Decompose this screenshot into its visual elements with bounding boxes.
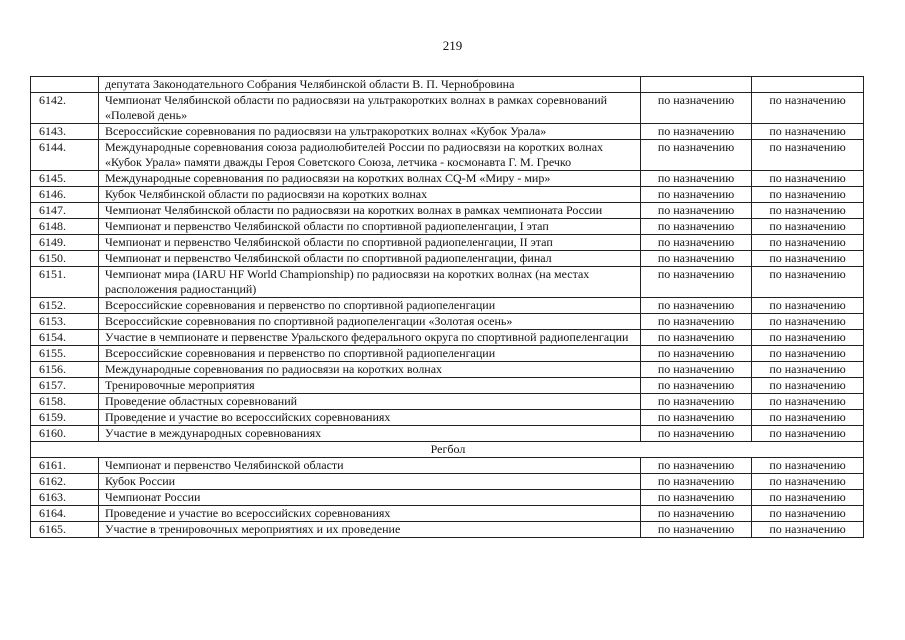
row-number: 6143. bbox=[31, 124, 99, 140]
funding-value-2: по назначению bbox=[752, 362, 864, 378]
table-row bbox=[31, 93, 864, 124]
event-name: Чемпионат и первенство Челябинской области по спортивной радиопеленгации, II этап bbox=[99, 235, 641, 251]
funding-value-1: по назначению bbox=[641, 219, 752, 235]
funding-value-1: по назначению bbox=[641, 330, 752, 346]
row-number: 6151. bbox=[31, 267, 99, 298]
funding-value-2: по назначению bbox=[752, 251, 864, 267]
row-number: 6149. bbox=[31, 235, 99, 251]
table-row bbox=[31, 490, 864, 506]
funding-value-2: по назначению bbox=[752, 314, 864, 330]
table-row bbox=[31, 410, 864, 426]
table-row bbox=[31, 362, 864, 378]
funding-value-2: по назначению bbox=[752, 140, 864, 171]
row-number: 6153. bbox=[31, 314, 99, 330]
funding-value-1: по назначению bbox=[641, 267, 752, 298]
table-row bbox=[31, 203, 864, 219]
funding-value-2: по назначению bbox=[752, 346, 864, 362]
funding-value-1: по назначению bbox=[641, 506, 752, 522]
funding-value-1: по назначению bbox=[641, 251, 752, 267]
funding-value-2: по назначению bbox=[752, 187, 864, 203]
table-row bbox=[31, 474, 864, 490]
table-row bbox=[31, 235, 864, 251]
row-number: 6146. bbox=[31, 187, 99, 203]
funding-value-1: по назначению bbox=[641, 458, 752, 474]
funding-value-1: по назначению bbox=[641, 378, 752, 394]
funding-value-2: по назначению bbox=[752, 506, 864, 522]
event-name: Международные соревнования по радиосвязи на коротких волнах CQ-M «Миру - мир» bbox=[99, 171, 641, 187]
table-row bbox=[31, 394, 864, 410]
event-name: Чемпионат и первенство Челябинской области по спортивной радиопеленгации, I этап bbox=[99, 219, 641, 235]
row-number: 6150. bbox=[31, 251, 99, 267]
table-row bbox=[31, 330, 864, 346]
funding-value-1: по назначению bbox=[641, 490, 752, 506]
events-table-body bbox=[31, 77, 864, 538]
row-number: 6142. bbox=[31, 93, 99, 124]
funding-value-1: по назначению bbox=[641, 203, 752, 219]
event-name: Всероссийские соревнования по радиосвязи на ультракоротких волнах «Кубок Урала» bbox=[99, 124, 641, 140]
table-row bbox=[31, 77, 864, 93]
table-row bbox=[31, 426, 864, 442]
event-name: Чемпионат и первенство Челябинской области по спортивной радиопеленгации, финал bbox=[99, 251, 641, 267]
funding-value-2: по назначению bbox=[752, 522, 864, 538]
funding-value-1: по назначению bbox=[641, 426, 752, 442]
event-name: Всероссийские соревнования и первенство по спортивной радиопеленгации bbox=[99, 298, 641, 314]
event-name: Всероссийские соревнования по спортивной радиопеленгации «Золотая осень» bbox=[99, 314, 641, 330]
funding-value-1: по назначению bbox=[641, 235, 752, 251]
event-name: Чемпионат Челябинской области по радиосвязи на ультракоротких волнах в рамках соревнований «Полевой день» bbox=[99, 93, 641, 124]
funding-value-2: по назначению bbox=[752, 124, 864, 140]
funding-value-2: по назначению bbox=[752, 474, 864, 490]
funding-value-2: по назначению bbox=[752, 171, 864, 187]
event-name: Участие в тренировочных мероприятиях и их проведение bbox=[99, 522, 641, 538]
event-name: Тренировочные мероприятия bbox=[99, 378, 641, 394]
funding-value-1: по назначению bbox=[641, 474, 752, 490]
funding-value-1: по назначению bbox=[641, 298, 752, 314]
funding-value-1: по назначению bbox=[641, 362, 752, 378]
table-row bbox=[31, 267, 864, 298]
event-name: Чемпионат мира (IARU HF World Championship) по радиосвязи на коротких волнах (на местах расположения радиостанций) bbox=[99, 267, 641, 298]
row-number: 6147. bbox=[31, 203, 99, 219]
row-number: 6145. bbox=[31, 171, 99, 187]
funding-value-1: по назначению bbox=[641, 522, 752, 538]
event-name: Всероссийские соревнования и первенство по спортивной радиопеленгации bbox=[99, 346, 641, 362]
table-row bbox=[31, 346, 864, 362]
table-row bbox=[31, 506, 864, 522]
row-number: 6157. bbox=[31, 378, 99, 394]
events-table bbox=[30, 76, 864, 538]
event-name: Участие в чемпионате и первенстве Уральского федерального округа по спортивной радиопеленгации bbox=[99, 330, 641, 346]
row-number: 6158. bbox=[31, 394, 99, 410]
funding-value-2: по назначению bbox=[752, 219, 864, 235]
row-number: 6155. bbox=[31, 346, 99, 362]
funding-value-1: по назначению bbox=[641, 410, 752, 426]
funding-value-1: по назначению bbox=[641, 187, 752, 203]
event-name: Кубок Челябинской области по радиосвязи на коротких волнах bbox=[99, 187, 641, 203]
row-number: 6148. bbox=[31, 219, 99, 235]
event-name: Участие в международных соревнованиях bbox=[99, 426, 641, 442]
event-name: Чемпионат России bbox=[99, 490, 641, 506]
table-row bbox=[31, 140, 864, 171]
funding-value-2: по назначению bbox=[752, 330, 864, 346]
table-row bbox=[31, 187, 864, 203]
event-name: Чемпионат Челябинской области по радиосвязи на коротких волнах в рамках чемпионата России bbox=[99, 203, 641, 219]
funding-value-2 bbox=[752, 77, 864, 93]
funding-value-2: по назначению bbox=[752, 410, 864, 426]
funding-value-2: по назначению bbox=[752, 378, 864, 394]
funding-value-2: по назначению bbox=[752, 490, 864, 506]
funding-value-1: по назначению bbox=[641, 314, 752, 330]
funding-value-2: по назначению bbox=[752, 394, 864, 410]
section-header-row bbox=[31, 442, 864, 458]
funding-value-2: по назначению bbox=[752, 235, 864, 251]
row-number: 6144. bbox=[31, 140, 99, 171]
row-number: 6164. bbox=[31, 506, 99, 522]
event-name: Кубок России bbox=[99, 474, 641, 490]
table-row bbox=[31, 124, 864, 140]
table-row bbox=[31, 314, 864, 330]
event-name: Проведение и участие во всероссийских соревнованиях bbox=[99, 410, 641, 426]
table-row bbox=[31, 298, 864, 314]
row-number: 6161. bbox=[31, 458, 99, 474]
row-number bbox=[31, 77, 99, 93]
table-row bbox=[31, 458, 864, 474]
page-number: 219 bbox=[442, 38, 463, 53]
table-row bbox=[31, 251, 864, 267]
event-name: Международные соревнования союза радиолюбителей России по радиосвязи на коротких волнах «Кубок Урала» памяти дважды Героя Советского Союза, летчика - космонавта Г. М. Гречко bbox=[99, 140, 641, 171]
funding-value-1: по назначению bbox=[641, 93, 752, 124]
table-row bbox=[31, 522, 864, 538]
event-name: Чемпионат и первенство Челябинской области bbox=[99, 458, 641, 474]
table-row bbox=[31, 378, 864, 394]
section-title: Регбол bbox=[31, 442, 864, 458]
funding-value-2: по назначению bbox=[752, 267, 864, 298]
event-name: Проведение и участие во всероссийских соревнованиях bbox=[99, 506, 641, 522]
row-number: 6163. bbox=[31, 490, 99, 506]
funding-value-2: по назначению bbox=[752, 203, 864, 219]
event-name: Проведение областных соревнований bbox=[99, 394, 641, 410]
funding-value-2: по назначению bbox=[752, 426, 864, 442]
funding-value-1 bbox=[641, 77, 752, 93]
funding-value-1: по назначению bbox=[641, 346, 752, 362]
row-number: 6156. bbox=[31, 362, 99, 378]
row-number: 6152. bbox=[31, 298, 99, 314]
funding-value-2: по назначению bbox=[752, 93, 864, 124]
table-row bbox=[31, 171, 864, 187]
event-name: депутата Законодательного Собрания Челябинской области В. П. Чернобровина bbox=[99, 77, 641, 93]
funding-value-1: по назначению bbox=[641, 140, 752, 171]
row-number: 6159. bbox=[31, 410, 99, 426]
row-number: 6160. bbox=[31, 426, 99, 442]
row-number: 6165. bbox=[31, 522, 99, 538]
event-name: Международные соревнования по радиосвязи на коротких волнах bbox=[99, 362, 641, 378]
funding-value-2: по назначению bbox=[752, 298, 864, 314]
funding-value-1: по назначению bbox=[641, 394, 752, 410]
funding-value-2: по назначению bbox=[752, 458, 864, 474]
funding-value-1: по назначению bbox=[641, 171, 752, 187]
row-number: 6154. bbox=[31, 330, 99, 346]
funding-value-1: по назначению bbox=[641, 124, 752, 140]
table-row bbox=[31, 219, 864, 235]
row-number: 6162. bbox=[31, 474, 99, 490]
